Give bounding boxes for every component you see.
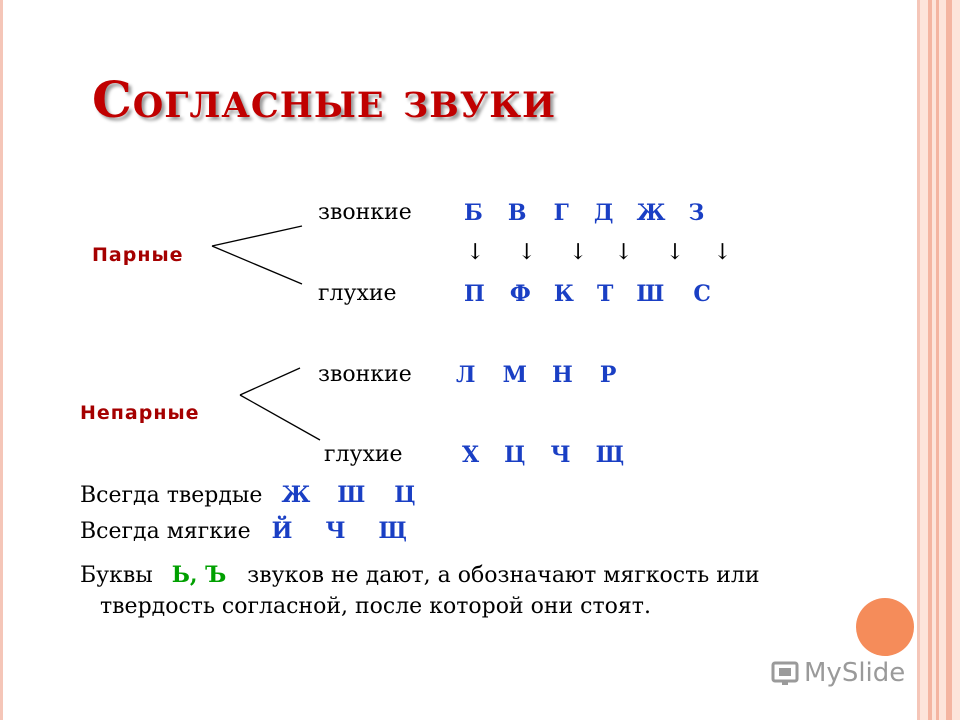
- letter: С: [693, 281, 711, 307]
- always-hard-row: [80, 482, 415, 508]
- unpaired-voiceless-letters: [462, 442, 624, 468]
- paired-lower-line: [212, 246, 302, 284]
- signs-line1-rest: звуков не дают, а обозначают мягкость или: [247, 563, 760, 588]
- signs-line-2: твердость согласной, после которой они стоят.: [100, 594, 651, 619]
- letter: Ц: [394, 482, 416, 508]
- unpaired-upper-line: [240, 368, 300, 395]
- letter: Ч: [325, 518, 346, 544]
- letter: Ж: [636, 200, 666, 226]
- letter: Н: [552, 362, 573, 388]
- slide-title: Согласные звуки: [92, 70, 557, 129]
- paired-voiced-label: звонкие: [318, 200, 412, 225]
- letter: К: [553, 281, 574, 307]
- arrow-down-icon: ↓: [517, 240, 536, 265]
- letter: Ш: [636, 281, 665, 307]
- paired-arrows: [466, 240, 732, 265]
- paired-voiced-letters: [464, 200, 704, 226]
- paired-upper-line: [212, 226, 302, 246]
- letter: Ш: [337, 482, 366, 508]
- letter: Ф: [509, 281, 531, 307]
- letter: Щ: [378, 518, 407, 544]
- arrow-down-icon: ↓: [568, 240, 588, 265]
- unpaired-voiced-letters: [456, 362, 616, 388]
- letter: Л: [456, 362, 476, 388]
- unpaired-voiceless-label: глухие: [324, 442, 403, 467]
- letter: Б: [464, 200, 483, 226]
- always-soft-label: Всегда мягкие: [80, 519, 251, 544]
- letter: М: [502, 362, 527, 388]
- paired-voiceless-label: глухие: [318, 281, 397, 306]
- letter: Т: [596, 281, 614, 307]
- arrow-down-icon: ↓: [665, 240, 685, 265]
- always-soft-row: [80, 518, 407, 544]
- unpaired-label: Непарные: [80, 402, 200, 424]
- arrow-down-icon: ↓: [713, 240, 732, 265]
- letter: П: [464, 281, 485, 307]
- letter: Д: [593, 200, 614, 226]
- letter: Щ: [595, 442, 625, 468]
- letter: Й: [271, 518, 293, 544]
- arrow-down-icon: ↓: [466, 240, 485, 265]
- letter: Ж: [281, 482, 311, 508]
- letter: Ч: [550, 442, 571, 468]
- decorative-circle: [856, 598, 914, 656]
- mysl-logo-icon: [770, 658, 800, 688]
- letter: Р: [599, 362, 617, 388]
- unpaired-lower-line: [240, 395, 320, 440]
- signs-letters: Ь, Ъ: [171, 562, 227, 588]
- letter: В: [507, 200, 527, 226]
- always-hard-label: Всегда твердые: [80, 483, 263, 508]
- paired-voiceless-letters: [464, 281, 711, 307]
- signs-prefix: Буквы: [80, 563, 153, 588]
- letter: Х: [462, 442, 480, 468]
- watermark-logo: [770, 655, 905, 691]
- watermark-text: MySlide: [804, 658, 906, 688]
- letter: Ц: [504, 442, 526, 468]
- signs-line-1: [80, 562, 760, 588]
- unpaired-voiced-label: звонкие: [318, 362, 412, 387]
- letter: Г: [553, 200, 569, 226]
- letter: З: [688, 200, 705, 226]
- arrow-down-icon: ↓: [614, 240, 633, 265]
- paired-label: Парные: [92, 244, 184, 266]
